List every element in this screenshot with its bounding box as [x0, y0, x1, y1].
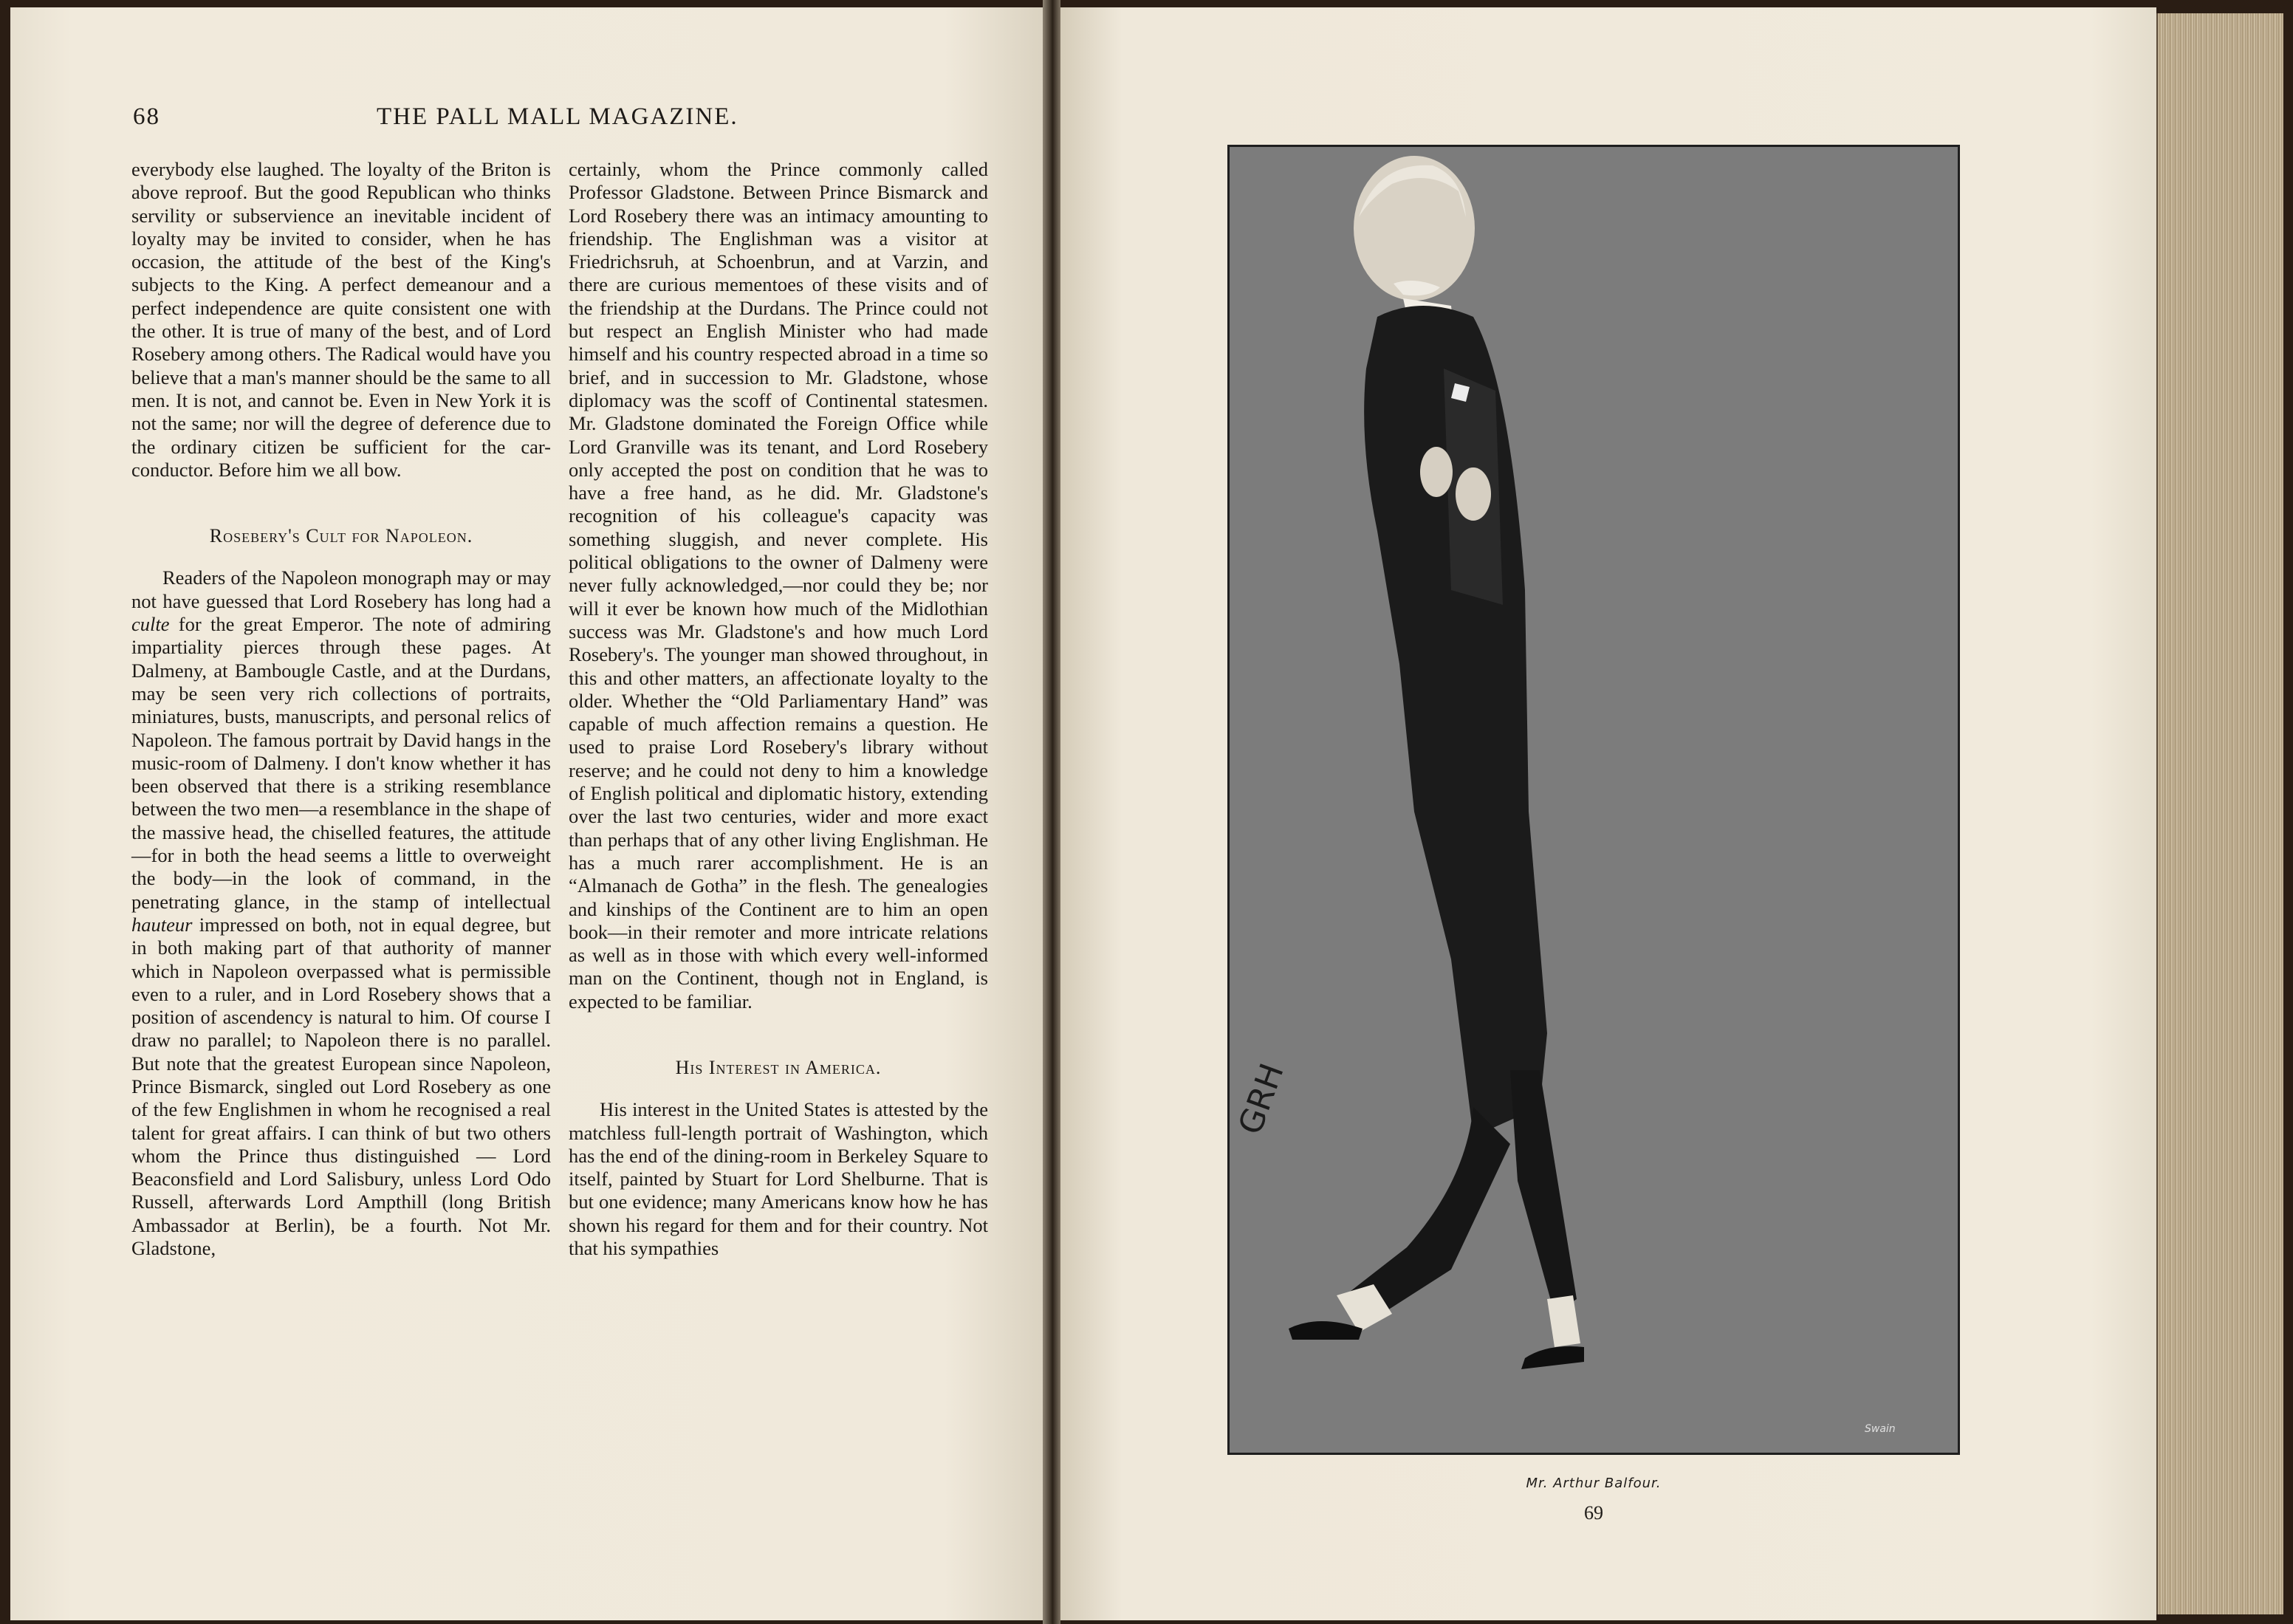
- section-heading: Rosebery's Cult for Napoleon.: [209, 525, 473, 547]
- portrait-illustration: [1227, 145, 1960, 1455]
- illustration-caption: Mr. Arthur Balfour.: [1526, 1476, 1662, 1491]
- paragraph: His interest in the United States is attested by the matchless full-length portrait of Washington, which has the end of the dining-room in Berkeley Square to itself, painted by Stuart for Lord Shelburne. That is but one evidence; many Americans know how he has shown his regard for them and for their country. Not that his sympathies: [569, 1098, 988, 1260]
- paragraph: Readers of the Napoleon monograph may or may not have guessed that Lord Rosebery has long had a culte for the great Emperor. The note of admiring impartiality pierces through these pages. At Dalmeny, at Bambougle Castle, and at the Durdans, may be seen very rich collections of portraits, miniatures, busts, manuscripts, and personal relics of Napoleon. The famous portrait by David hangs in the music-room of Dalmeny. I don't know whether it has been observed that there is a striking resemblance between the two men—a resemblance in the shape of the massive head, the chiselled features, the attitude—for in both the head seems a little to overweight the body—in the look of command, in the penetrating glance, in the stamp of intellectual hauteur impressed on both, not in equal degree, but in both making part of that authority of manner which in Napoleon overpassed what is permissible even to a ruler, and in Lord Rosebery shows that a position of ascendency is natural to him. Of course I draw no parallel; to Napoleon there is no parallel. But note that the greatest European since Napoleon, Prince Bismarck, singled out Lord Rosebery as one of the few Englishmen in whom he recognised a real talent for great affairs. I can think of but two others whom the Prince thus distinguished — Lord Beaconsfield and Lord Salisbury, unless Lord Odo Russell, afterwards Lord Ampthill (long British Ambassador at Berlin), be a fourth. Not Mr. Gladstone,: [131, 566, 551, 1260]
- engraver-mark: Swain: [1865, 1423, 1896, 1435]
- section-heading: His Interest in America.: [675, 1056, 882, 1078]
- text-column-2: [569, 158, 988, 1260]
- text-column-1: [131, 158, 551, 1260]
- artist-monogram: GRH: [1231, 1058, 1292, 1140]
- caricature-figure: [1230, 147, 1958, 1453]
- running-header: [133, 103, 982, 140]
- page-edges: [2156, 13, 2283, 1614]
- page-number-right: 69: [1584, 1502, 1603, 1524]
- paragraph: everybody else laughed. The loyalty of the Briton is above reproof. But the good Republican who thinks servility or subservience an inevitable incident of loyalty may be invited to consider, when he has occasion, the attitude of the best of the King's subjects to the King. A perfect demeanour and a perfect independence are quite consistent one with the other. It is true of many of the best, and of Lord Rosebery among others. The Radical would have you believe that a man's manner should be the same to all men. It is not, and cannot be. Even in New York it is not the same; nor will the degree of deference due to the ordinary citizen be sufficient for the car-conductor. Before him we all bow.: [131, 158, 551, 481]
- book-gutter: [1043, 0, 1060, 1624]
- paragraph: certainly, whom the Prince commonly called Professor Gladstone. Between Prince Bismarck and Lord Rosebery there was an intimacy amounting to friendship. The Englishman was a visitor at Friedrichsruh, at Schoenbrun, and at Varzin, and there are curious mementoes of these visits and of the friendship at the Durdans. The Prince could not but respect an English Minister who had made himself and his country respected abroad in a time so brief, and in succession to Mr. Gladstone, whose diplomacy was the scoff of Continental statesmen. Mr. Gladstone dominated the Foreign Office while Lord Granville was its tenant, and Lord Rosebery only accepted the post on condition that he was to have a free hand, as he did. Mr. Gladstone's recognition of his colleague's capacity was something sluggish, and never complete. His political obligations to the owner of Dalmeny were never fully acknowledged,—nor could they be; nor will it ever be known how much of the Midlothian success was Mr. Gladstone's and how much Lord Rosebery's. The younger man showed throughout, in this and other matters, an affectionate loyalty to the older. Whether the “Old Parliamentary Hand” was capable of much affection remains a question. He used to praise Lord Rosebery's library without reserve; and he could not deny to him a knowledge of English political and diplomatic history, extending over the last two centuries, wider and more exact than perhaps that of any other living Englishman. He has a much rarer accomplishment. He is an “Almanach de Gotha” in the flesh. The genealogies and kinships of the Continent are to him an open book—in their remoter and more intricate relations as well as in those with which every well-informed man on the Continent, though not in England, is expected to be familiar.: [569, 158, 988, 1013]
- page-number-left: 68: [133, 103, 160, 130]
- running-title: THE PALL MALL MAGAZINE.: [377, 103, 738, 130]
